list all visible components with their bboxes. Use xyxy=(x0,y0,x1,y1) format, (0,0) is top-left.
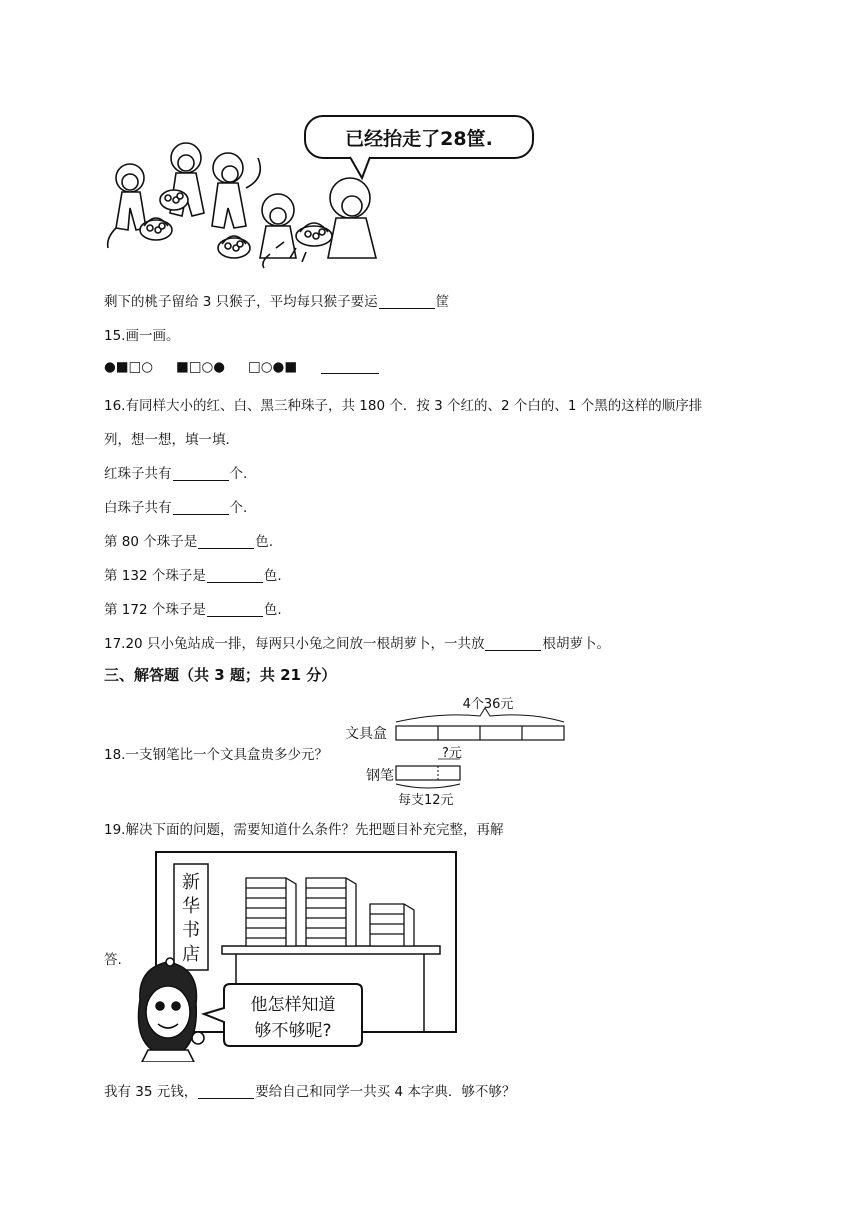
q14-remaining-line xyxy=(104,290,449,310)
pattern-group-1: ●■□○ xyxy=(104,359,154,375)
pattern-group-2: ■□○● xyxy=(176,359,226,375)
q16-blank-red[interactable] xyxy=(173,466,229,481)
bubble-line-1: 他怎样知道 xyxy=(250,995,336,1015)
q16-item-text: 红珠子共有 xyxy=(104,466,172,482)
q16-item-text: 第 132 个珠子是 xyxy=(104,568,206,584)
q16-item xyxy=(104,564,282,584)
q14-text: 剩下的桃子留给 3 只猴子，平均每只猴子要运 xyxy=(104,294,378,310)
bookstore-illustration xyxy=(124,850,462,1062)
pattern-group-3: □○●■ xyxy=(248,359,298,375)
q19-text-rest: 要给自己和同学一共买 4 本字典．够不够？ xyxy=(255,1084,516,1100)
q14-answer-blank[interactable] xyxy=(379,294,435,309)
q15-answer-blank[interactable] xyxy=(321,359,379,374)
q17-answer-blank[interactable] xyxy=(485,636,541,651)
diagram-box-label: 文具盒 xyxy=(345,726,387,742)
q16-item xyxy=(104,598,282,618)
sign-char-3: 书 xyxy=(182,920,200,941)
diagram-pen-label: 钢笔 xyxy=(366,768,394,784)
q19-question-line xyxy=(104,1080,515,1100)
q16-item xyxy=(104,496,247,516)
q19-answer-blank[interactable] xyxy=(198,1084,254,1099)
q16-item-unit: 个. xyxy=(229,466,248,482)
q16-line-1: 16.有同样大小的红、白、黑三种珠子，共 180 个．按 3 个红的、2 个白的、1 个黑的这样的顺序排 xyxy=(104,398,703,414)
q14-unit: 筐 xyxy=(435,294,450,310)
q16-item-unit: 个. xyxy=(229,500,248,516)
q17-unit: 根胡萝卜。 xyxy=(542,636,610,652)
q19-line-2: 答. xyxy=(104,952,122,968)
section-3-heading: 三、解答题（共 3 题；共 21 分） xyxy=(104,666,337,684)
q16-item-text: 第 172 个珠子是 xyxy=(104,602,206,618)
q16-item xyxy=(104,530,273,550)
q16-blank-white[interactable] xyxy=(173,500,229,515)
sign-char-4: 店 xyxy=(182,944,200,965)
sign-char-1: 新 xyxy=(182,872,200,893)
bubble-line-2: 够不够呢? xyxy=(254,1021,332,1041)
q19-text: 我有 35 元钱， xyxy=(104,1084,198,1100)
q15-title: 15.画一画。 xyxy=(104,328,180,344)
sign-char-2: 华 xyxy=(182,896,200,917)
diagram-bottom-label: 每支12元 xyxy=(398,793,454,808)
q16-item-text: 第 80 个珠子是 xyxy=(104,534,198,550)
q18-segment-diagram xyxy=(340,692,580,810)
monkey-illustration xyxy=(100,108,540,270)
q16-blank-172[interactable] xyxy=(207,602,263,617)
q15-pattern-row xyxy=(104,359,380,375)
q17-line xyxy=(104,632,610,652)
q17-text: 17.20 只小兔站成一排，每两只小兔之间放一根胡萝卜，一共放 xyxy=(104,636,485,652)
q16-item-text: 白珠子共有 xyxy=(104,500,172,516)
q16-item xyxy=(104,462,247,482)
diagram-top-label: 4个36元 xyxy=(462,697,514,712)
q16-blank-132[interactable] xyxy=(207,568,263,583)
diagram-question-label: ?元 xyxy=(442,746,462,761)
q18-text: 18.一支钢笔比一个文具盒贵多少元？ xyxy=(104,747,328,763)
q16-item-unit: 色. xyxy=(263,602,282,618)
q16-item-unit: 色. xyxy=(255,534,274,550)
q16-line-2: 列，想一想，填一填． xyxy=(104,432,239,448)
q19-line-1: 19.解决下面的问题，需要知道什么条件？先把题目补充完整，再解 xyxy=(104,822,504,838)
q16-item-unit: 色. xyxy=(263,568,282,584)
speech-text: 已经抬走了28筐. xyxy=(345,128,493,150)
q16-blank-80[interactable] xyxy=(198,534,254,549)
